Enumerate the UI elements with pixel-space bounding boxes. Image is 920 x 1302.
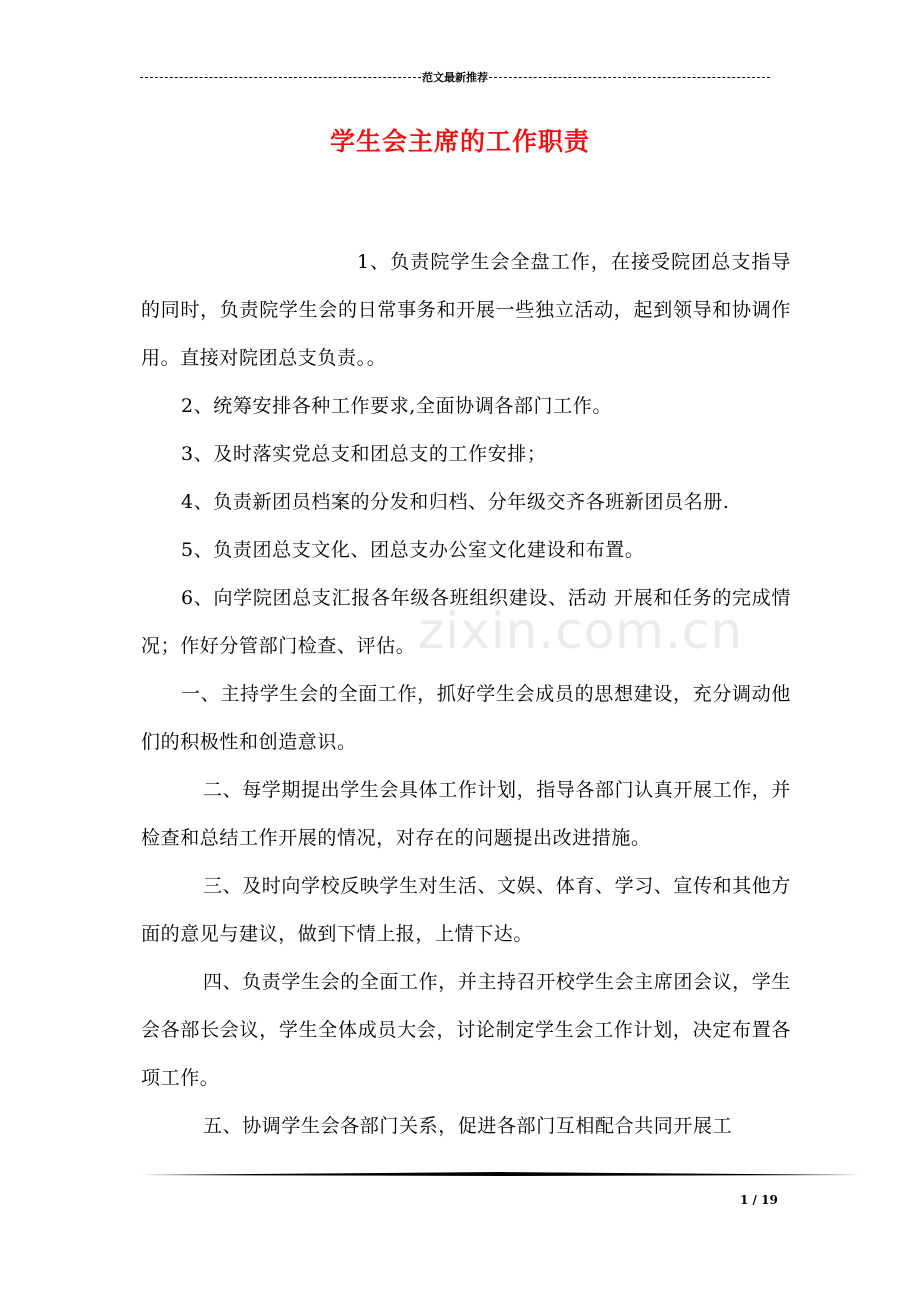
page-number: 1 / 19 (740, 1193, 778, 1207)
page-header (140, 68, 770, 86)
paragraph-2: 2、统筹安排各种工作要求,全面协调各部门工作。 (181, 395, 612, 417)
header-dashes-left (140, 77, 421, 78)
paragraph-9: 三、及时向学校反映学生对生活、文娱、体育、学习、宣传和其他方面的意见与建议，做到下情上报，上情下达。 (141, 875, 792, 945)
document-title: 学生会主席的工作职责 (329, 127, 590, 156)
paragraph-6: 6、向学院团总支汇报各年级各班组织建设、活动 开展和任务的完成情况；作好分管部门检查、评估。 (141, 587, 791, 657)
paragraph-4: 4、负责新团员档案的分发和归档、分年级交齐各班新团员名册. (181, 491, 730, 513)
paragraph-7: 一、主持学生会的全面工作，抓好学生会成员的思想建设，充分调动他们的积极性和创造意识。 (141, 683, 791, 753)
footer-rule (140, 1172, 862, 1176)
watermark: zixin.com.cn (418, 602, 744, 660)
paragraph-10: 四、负责学生会的全面工作，并主持召开校学生会主席团会议，学生会各部长会议，学生全体成员大会，讨论制定学生会工作计划，决定布置各项工作。 (141, 971, 792, 1089)
paragraph-5: 5、负责团总支文化、团总支办公室文化建设和布置。 (181, 539, 645, 561)
paragraph-3: 3、及时落实党总支和团总支的工作安排； (181, 443, 547, 465)
header-label: 范文最新推荐 (422, 71, 488, 84)
document-body (141, 238, 791, 1150)
paragraph-8: 二、每学期提出学生会具体工作计划，指导各部门认真开展工作，并检查和总结工作开展的情况，对存在的问题提出改进措施。 (141, 779, 792, 849)
paragraph-11: 五、协调学生会各部门关系，促进各部门互相配合共同开展工 (203, 1115, 733, 1137)
header-dashes-right (489, 77, 770, 78)
paragraph-1: 1、负责院学生会全盘工作，在接受院团总支指导的同时，负责院学生会的日常事务和开展一些独立活动，起到领导和协调作用。直接对院团总支负责。。 (141, 251, 791, 369)
